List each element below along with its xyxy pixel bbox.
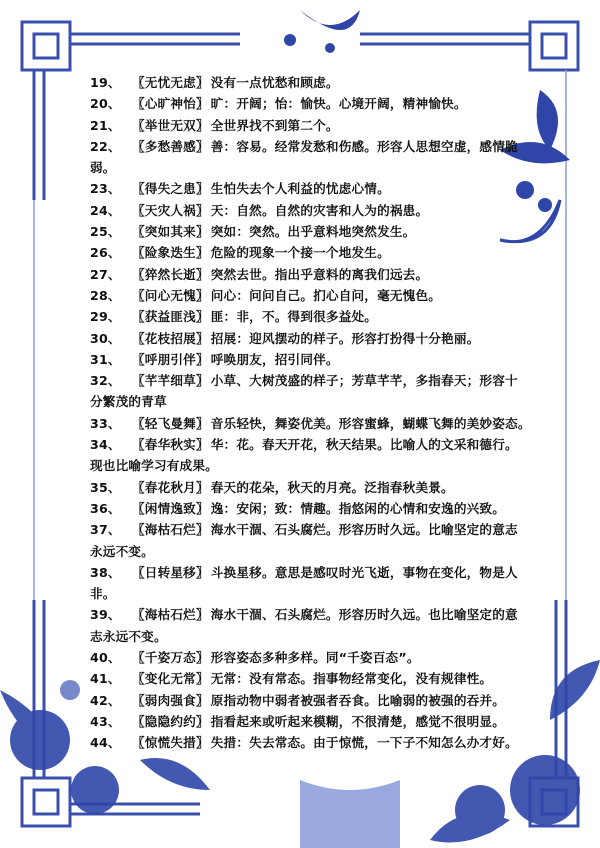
idiom-definition: 小草、大树茂盛的样子；芳草芊芊，多指春天；形容十 xyxy=(210,373,518,389)
idiom-definition: 全世界找不到第二个。 xyxy=(210,117,339,133)
idiom-entry xyxy=(90,306,540,327)
idiom-definition: 突如：突然。出乎意料地突然发生。 xyxy=(210,224,416,240)
idiom-term: 〖海枯石烂〗 xyxy=(132,607,209,623)
entry-number: 35、 xyxy=(90,479,121,495)
idiom-definition: 危险的现象一个接一个地发生。 xyxy=(210,245,390,261)
entry-number: 32、 xyxy=(90,373,121,389)
idiom-entry xyxy=(90,72,540,93)
idiom-term: 〖险象迭生〗 xyxy=(132,245,209,261)
idiom-definition-continued: 永远不变。 xyxy=(90,543,154,559)
idiom-term: 〖获益匪浅〗 xyxy=(132,309,209,325)
idiom-term: 〖天灾人祸〗 xyxy=(132,202,209,218)
idiom-definition: 指看起来或听起来模糊，不很清楚，感觉不很明显。 xyxy=(210,713,506,729)
entry-number: 29、 xyxy=(90,309,121,325)
entry-number: 36、 xyxy=(90,500,121,516)
entry-number: 26、 xyxy=(90,245,121,261)
idiom-term: 〖日转星移〗 xyxy=(132,564,209,580)
idiom-definition: 突然去世。指出乎意料的离我们远去。 xyxy=(210,266,429,282)
idiom-definition-continued: 弱。 xyxy=(90,160,116,176)
idiom-term: 〖海枯石烂〗 xyxy=(132,522,209,538)
idiom-definition-continued: 分繁茂的青草 xyxy=(90,394,167,410)
idiom-term: 〖隐隐约约〗 xyxy=(132,713,209,729)
entry-number: 41、 xyxy=(90,671,121,687)
idiom-definition: 没有一点忧愁和顾虑。 xyxy=(210,75,339,90)
idiom-term: 〖花枝招展〗 xyxy=(132,330,209,346)
entry-number: 34、 xyxy=(90,437,121,453)
idiom-definition: 无常：没有常态。指事物经常变化，没有规律性。 xyxy=(210,671,493,687)
idiom-entry xyxy=(90,285,540,306)
idiom-entry xyxy=(90,732,540,753)
idiom-definition-continued: 现也比喻学习有成果。 xyxy=(90,458,218,474)
entry-number: 22、 xyxy=(90,138,121,154)
entry-number: 38、 xyxy=(90,564,121,580)
idiom-entry xyxy=(90,328,540,349)
idiom-entry xyxy=(90,200,540,221)
entry-number: 28、 xyxy=(90,287,121,303)
idiom-term: 〖弱肉强食〗 xyxy=(132,692,209,708)
entry-number: 23、 xyxy=(90,181,121,197)
idiom-entry xyxy=(90,604,540,625)
idiom-list xyxy=(90,72,540,754)
entry-number: 31、 xyxy=(90,351,121,367)
idiom-entry xyxy=(90,242,540,263)
idiom-entry xyxy=(90,498,540,519)
idiom-term: 〖无忧无虑〗 xyxy=(132,75,209,90)
idiom-term: 〖春花秋月〗 xyxy=(132,479,209,495)
idiom-entry xyxy=(90,413,540,434)
entry-number: 21、 xyxy=(90,117,121,133)
idiom-definition: 海水干涸、石头腐烂。形容历时久远。也比喻坚定的意 xyxy=(210,607,518,623)
idiom-definition: 逸：安闲；致：情趣。指悠闲的心情和安逸的兴致。 xyxy=(210,500,506,516)
idiom-entry xyxy=(90,668,540,689)
idiom-definition: 招展：迎风摆动的样子。形容打扮得十分艳丽。 xyxy=(210,330,480,346)
entry-number: 19、 xyxy=(90,75,121,90)
idiom-definition: 呼唤朋友，招引同伴。 xyxy=(210,351,339,367)
entry-number: 25、 xyxy=(90,224,121,240)
idiom-entry xyxy=(90,711,540,732)
idiom-term: 〖猝然长逝〗 xyxy=(132,266,209,282)
idiom-term: 〖问心无愧〗 xyxy=(132,287,209,303)
idiom-term: 〖闲情逸致〗 xyxy=(132,500,209,516)
idiom-entry xyxy=(90,178,540,199)
entry-number: 43、 xyxy=(90,713,121,729)
idiom-definition: 天：自然。自然的灾害和人为的祸患。 xyxy=(210,202,429,218)
idiom-definition: 善：容易。经常发愁和伤感。形容人思想空虚，感情脆 xyxy=(210,138,518,154)
entry-number: 37、 xyxy=(90,522,121,538)
idiom-definition: 匪：非，不。得到很多益处。 xyxy=(210,309,378,325)
idiom-definition: 春天的花朵，秋天的月亮。泛指春秋美景。 xyxy=(210,479,454,495)
idiom-term: 〖轻飞曼舞〗 xyxy=(132,415,209,431)
idiom-term: 〖突如其来〗 xyxy=(132,224,209,240)
idiom-entry xyxy=(90,370,540,391)
idiom-definition: 华：花。春天开花，秋天结果。比喻人的文采和德行。 xyxy=(210,437,518,453)
entry-number: 39、 xyxy=(90,607,121,623)
idiom-term: 〖多愁善感〗 xyxy=(132,138,209,154)
idiom-definition: 失措：失去常态。由于惊慌，一下子不知怎么办才好。 xyxy=(210,735,518,751)
idiom-term: 〖惊慌失措〗 xyxy=(132,735,209,751)
idiom-definition: 斗换星移。意思是感叹时光飞逝，事物在变化，物是人 xyxy=(210,564,518,580)
idiom-definition: 海水干涸、石头腐烂。形容历时久远。比喻坚定的意志 xyxy=(210,522,518,538)
corner-fret-top-right xyxy=(360,22,578,70)
idiom-term: 〖呼朋引伴〗 xyxy=(132,351,209,367)
entry-number: 33、 xyxy=(90,415,121,431)
idiom-entry xyxy=(90,434,540,455)
entry-number: 44、 xyxy=(90,735,121,751)
idiom-definition: 生怕失去个人利益的忧虑心情。 xyxy=(210,181,390,197)
idiom-entry xyxy=(90,519,540,540)
entry-number: 20、 xyxy=(90,96,121,112)
entry-number: 27、 xyxy=(90,266,121,282)
idiom-definition: 问心：问问自己。扪心自问，毫无愧色。 xyxy=(210,287,442,303)
idiom-definition: 原指动物中弱者被强者吞食。比喻弱的被强的吞并。 xyxy=(210,692,506,708)
idiom-definition: 形容姿态多种多样。同“千姿百态”。 xyxy=(210,650,420,666)
idiom-term: 〖举世无双〗 xyxy=(132,117,209,133)
entry-number: 30、 xyxy=(90,330,121,346)
idiom-entry xyxy=(90,115,540,136)
idiom-definition: 旷：开阔；怡：愉快。心境开阔，精神愉快。 xyxy=(210,96,467,112)
idiom-definition: 音乐轻快，舞姿优美。形容蜜蜂，蝴蝶飞舞的美妙姿态。 xyxy=(210,415,531,431)
idiom-term: 〖芊芊细草〗 xyxy=(132,373,209,389)
idiom-definition-continued: 非。 xyxy=(90,586,116,602)
idiom-term: 〖心旷神怡〗 xyxy=(132,96,209,112)
idiom-definition-continued: 志永远不变。 xyxy=(90,628,167,644)
idiom-entry xyxy=(90,349,540,370)
idiom-entry xyxy=(90,477,540,498)
entry-number: 40、 xyxy=(90,650,121,666)
idiom-entry xyxy=(90,93,540,114)
idiom-entry xyxy=(90,264,540,285)
idiom-entry xyxy=(90,647,540,668)
idiom-term: 〖春华秋实〗 xyxy=(132,437,209,453)
entry-number: 24、 xyxy=(90,202,121,218)
idiom-entry xyxy=(90,690,540,711)
idiom-entry xyxy=(90,221,540,242)
idiom-entry xyxy=(90,136,540,157)
idiom-term: 〖得失之患〗 xyxy=(132,181,209,197)
idiom-term: 〖变化无常〗 xyxy=(132,671,209,687)
idiom-entry xyxy=(90,562,540,583)
entry-number: 42、 xyxy=(90,692,121,708)
idiom-term: 〖千姿万态〗 xyxy=(132,650,209,666)
